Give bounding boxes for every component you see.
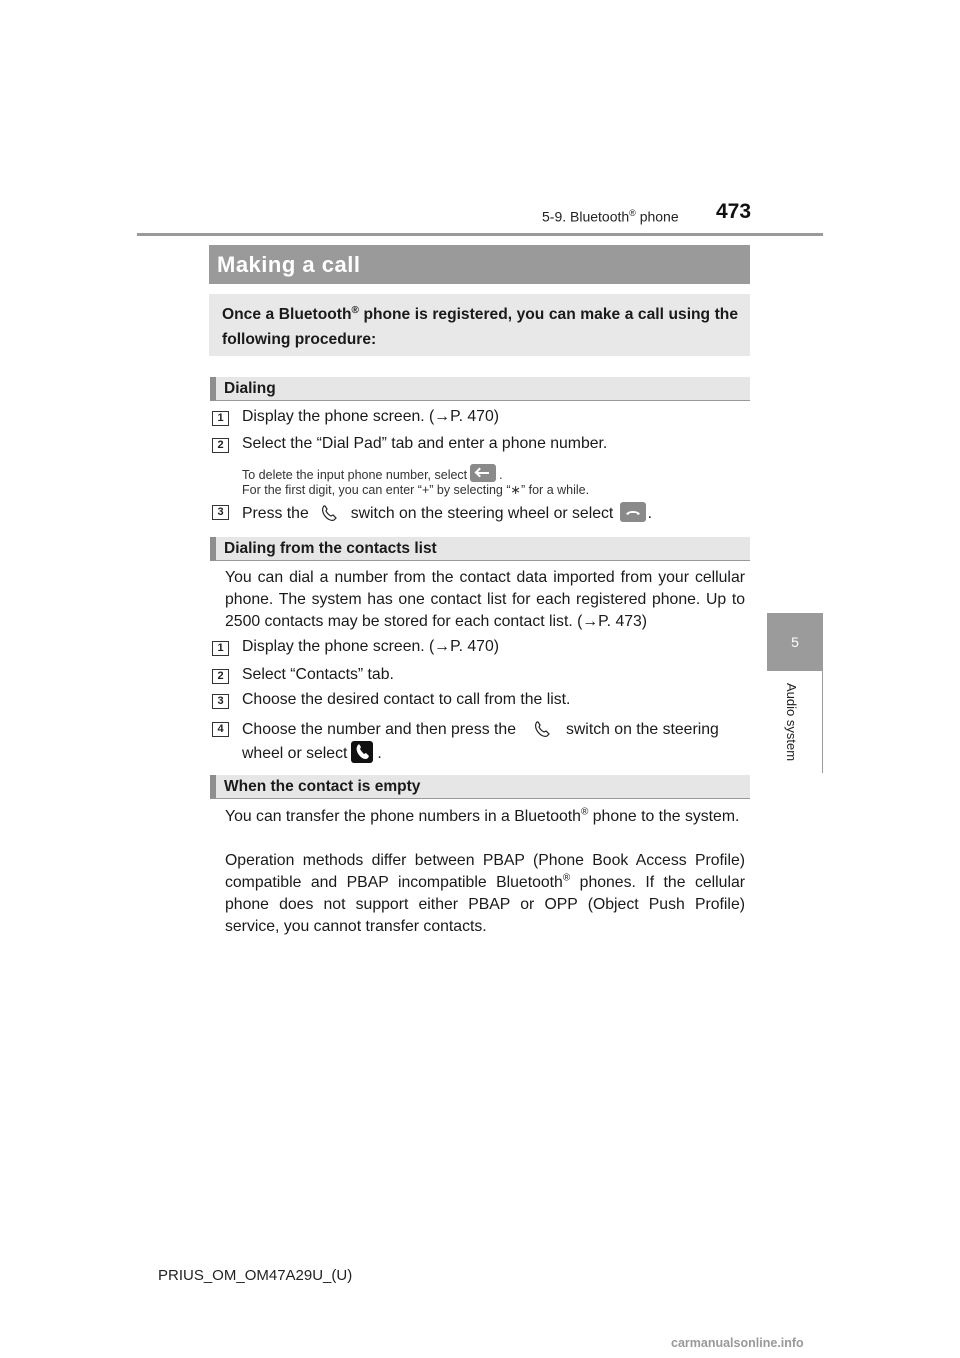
note-text: For the first digit, you can enter “+” by selecting “∗” for a while. bbox=[242, 483, 590, 497]
back-arrow-icon bbox=[470, 464, 496, 482]
call-button-icon bbox=[351, 741, 373, 763]
header-rule bbox=[137, 233, 823, 236]
intro-box: Once a Bluetooth® phone is registered, you can make a call using the following procedure: bbox=[209, 294, 750, 356]
step-number: 2 bbox=[212, 669, 229, 684]
step-text: Choose the desired contact to call from the list. bbox=[242, 691, 571, 708]
step-text: Choose the number and then press the switch on the steering bbox=[242, 721, 719, 738]
step-text: Display the phone screen. (→P. 470) bbox=[242, 638, 499, 655]
step-text: Select the “Dial Pad” tab and enter a phone number. bbox=[242, 435, 608, 452]
footer-code: PRIUS_OM_OM47A29U_(U) bbox=[158, 1267, 353, 1284]
step-number: 4 bbox=[212, 722, 229, 737]
chapter-label: Audio system bbox=[784, 683, 799, 762]
step-text: wheel or select . bbox=[242, 741, 382, 763]
watermark: carmanualsonline.info bbox=[671, 1336, 804, 1350]
step-number: 2 bbox=[212, 438, 229, 453]
step-number: 3 bbox=[212, 694, 229, 709]
empty-contact-heading: When the contact is empty bbox=[210, 775, 750, 799]
call-button-icon bbox=[620, 502, 646, 522]
step-text: Display the phone screen. (→P. 470) bbox=[242, 408, 499, 425]
contacts-paragraph: You can dial a number from the contact data imported from your cellular phone. The system has one contact list for each registered phone. Up to 2500 contacts may be stored for each contact list. (→P. 473) bbox=[225, 569, 745, 630]
empty-paragraph-2: Operation methods differ between PBAP (Phone Book Access Profile) compatible and PBAP incompatible Bluetooth® phones. If the cellular phone does not support either PBAP or OPP (Object Push Profile) service, you cannot transfer contacts. bbox=[225, 852, 745, 935]
page-number: 473 bbox=[716, 200, 752, 223]
contacts-heading: Dialing from the contacts list bbox=[210, 537, 750, 561]
note-text: To delete the input phone number, select . bbox=[242, 464, 503, 482]
page-title: Making a call bbox=[209, 245, 750, 284]
phone-handset-icon bbox=[528, 719, 558, 739]
phone-handset-icon bbox=[315, 503, 345, 523]
step-number: 1 bbox=[212, 641, 229, 656]
section-title: 5-9. Bluetooth® phone bbox=[542, 208, 679, 225]
dialing-heading: Dialing bbox=[210, 377, 750, 401]
step-number: 3 bbox=[212, 505, 229, 520]
chapter-tab: 5 bbox=[767, 613, 823, 671]
chapter-tab-rule bbox=[822, 613, 823, 773]
step-number: 1 bbox=[212, 411, 229, 426]
step-text: Press the switch on the steering wheel or select . bbox=[242, 502, 652, 523]
step-text: Select “Contacts” tab. bbox=[242, 666, 394, 683]
empty-paragraph-1: You can transfer the phone numbers in a Bluetooth® phone to the system. bbox=[225, 806, 740, 825]
